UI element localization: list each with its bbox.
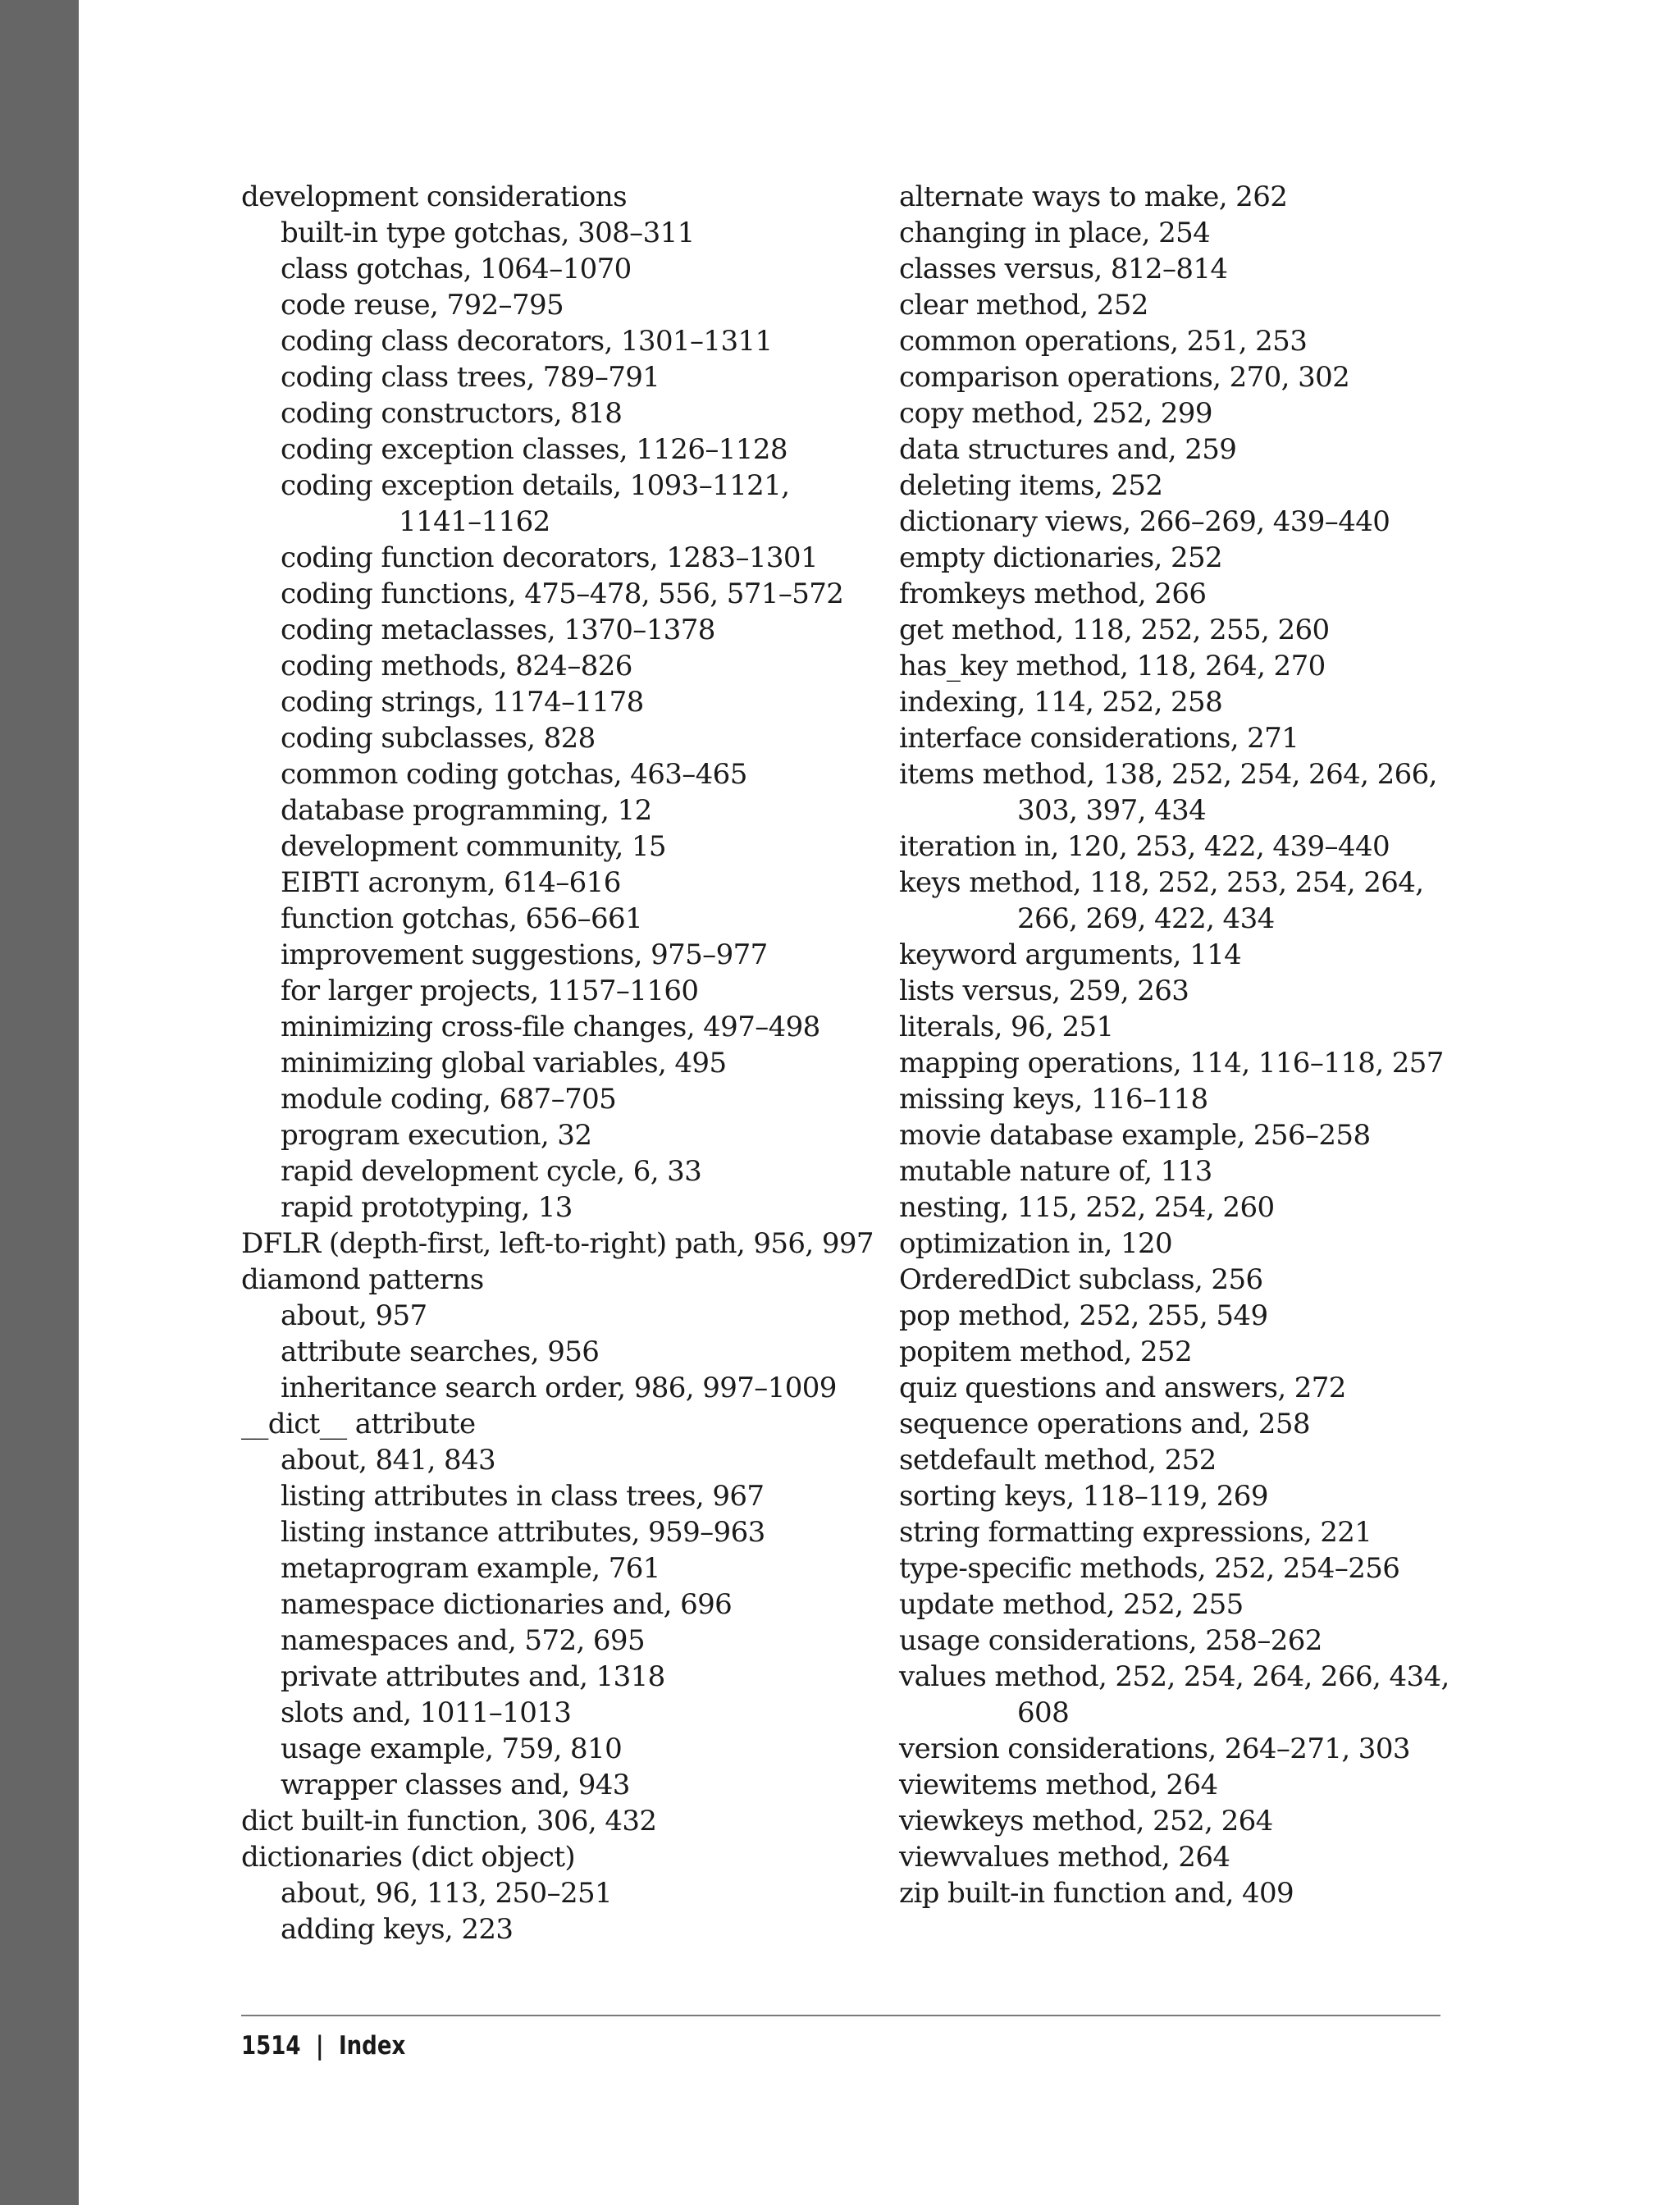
index-sub-entry: type-specific methods, 252, 254–256 (899, 1552, 1400, 1585)
index-sub-entry: literals, 96, 251 (899, 1011, 1114, 1043)
index-main-entry: diamond patterns (241, 1263, 484, 1296)
index-main-entry: __dict__ attribute (241, 1408, 476, 1440)
index-sub-entry: dictionary views, 266–269, 439–440 (899, 505, 1390, 538)
index-sub-entry: sorting keys, 118–119, 269 (899, 1480, 1268, 1513)
index-sub-entry: module coding, 687–705 (281, 1083, 617, 1116)
index-sub-entry: namespace dictionaries and, 696 (281, 1588, 733, 1621)
index-sub-entry: usage considerations, 258–262 (899, 1624, 1322, 1657)
index-sub-entry: indexing, 114, 252, 258 (899, 686, 1223, 719)
index-sub-entry: movie database example, 256–258 (899, 1119, 1371, 1152)
index-sub-entry: usage example, 759, 810 (281, 1732, 623, 1765)
index-sub-entry: update method, 252, 255 (899, 1588, 1244, 1621)
index-sub-entry: rapid prototyping, 13 (281, 1191, 573, 1224)
index-sub-entry: adding keys, 223 (281, 1913, 514, 1946)
index-sub-entry: values method, 252, 254, 264, 266, 434, 608 (899, 1660, 1449, 1729)
index-sub-entry: namespaces and, 572, 695 (281, 1624, 645, 1657)
index-sub-entry: keys method, 118, 252, 253, 254, 264, 266, 269, 422, 434 (899, 866, 1424, 935)
index-sub-entry: alternate ways to make, 262 (899, 180, 1288, 213)
index-sub-entry: lists versus, 259, 263 (899, 975, 1189, 1007)
index-sub-entry: listing attributes in class trees, 967 (281, 1480, 765, 1513)
index-column-right (899, 179, 1457, 1911)
index-sub-entry: inheritance search order, 986, 997–1009 (281, 1372, 837, 1404)
index-sub-entry: improvement suggestions, 975–977 (281, 938, 768, 971)
page-gutter-bar (0, 0, 79, 2205)
index-sub-entry: private attributes and, 1318 (281, 1660, 665, 1693)
index-main-entry: dict built-in function, 306, 432 (241, 1805, 657, 1838)
index-sub-entry: about, 96, 113, 250–251 (281, 1877, 613, 1910)
index-sub-entry: listing instance attributes, 959–963 (281, 1516, 765, 1549)
index-sub-entry: coding class decorators, 1301–1311 (281, 325, 773, 358)
index-sub-entry: mutable nature of, 113 (899, 1155, 1212, 1188)
index-sub-entry: fromkeys method, 266 (899, 578, 1207, 610)
index-sub-entry: class gotchas, 1064–1070 (281, 253, 632, 285)
index-sub-entry: changing in place, 254 (899, 217, 1211, 249)
page-number: 1514 (241, 2031, 301, 2061)
index-sub-entry: database programming, 12 (281, 794, 652, 827)
index-sub-entry: common coding gotchas, 463–465 (281, 758, 747, 791)
footer-section-title: Index (338, 2031, 406, 2061)
index-sub-entry: slots and, 1011–1013 (281, 1696, 572, 1729)
index-sub-entry: nesting, 115, 252, 254, 260 (899, 1191, 1275, 1224)
index-sub-entry: sequence operations and, 258 (899, 1408, 1310, 1440)
index-main-entry: dictionaries (dict object) (241, 1841, 576, 1874)
index-sub-entry: missing keys, 116–118 (899, 1083, 1208, 1116)
index-sub-entry: clear method, 252 (899, 289, 1148, 322)
index-sub-entry: mapping operations, 114, 116–118, 257 (899, 1047, 1444, 1080)
index-sub-entry: classes versus, 812–814 (899, 253, 1228, 285)
index-sub-entry: popitem method, 252 (899, 1335, 1192, 1368)
index-sub-entry: OrderedDict subclass, 256 (899, 1263, 1263, 1296)
index-sub-entry: about, 841, 843 (281, 1444, 496, 1477)
index-main-entry: development considerations (241, 180, 627, 213)
index-sub-entry: common operations, 251, 253 (899, 325, 1308, 358)
index-sub-entry: setdefault method, 252 (899, 1444, 1217, 1477)
index-sub-entry: code reuse, 792–795 (281, 289, 564, 322)
index-sub-entry: coding exception details, 1093–1121, 1141–1162 (281, 469, 790, 538)
index-sub-entry: about, 957 (281, 1299, 427, 1332)
page-footer (241, 2029, 405, 2062)
index-sub-entry: items method, 138, 252, 254, 264, 266, 303, 397, 434 (899, 758, 1437, 827)
index-sub-entry: string formatting expressions, 221 (899, 1516, 1372, 1549)
index-sub-entry: for larger projects, 1157–1160 (281, 975, 699, 1007)
index-sub-entry: coding constructors, 818 (281, 397, 623, 430)
index-sub-entry: pop method, 252, 255, 549 (899, 1299, 1268, 1332)
index-sub-entry: coding class trees, 789–791 (281, 361, 660, 394)
index-sub-entry: coding functions, 475–478, 556, 571–572 (281, 578, 844, 610)
index-sub-entry: quiz questions and answers, 272 (899, 1372, 1346, 1404)
index-sub-entry: version considerations, 264–271, 303 (899, 1732, 1410, 1765)
index-column-left (241, 179, 874, 1947)
index-sub-entry: zip built-in function and, 409 (899, 1877, 1294, 1910)
index-sub-entry: has_key method, 118, 264, 270 (899, 650, 1326, 682)
index-sub-entry: coding strings, 1174–1178 (281, 686, 644, 719)
index-sub-entry: copy method, 252, 299 (899, 397, 1212, 430)
index-sub-entry: development community, 15 (281, 830, 666, 863)
index-sub-entry: viewvalues method, 264 (899, 1841, 1230, 1874)
index-sub-entry: minimizing global variables, 495 (281, 1047, 727, 1080)
footer-separator: | (315, 2031, 324, 2061)
index-sub-entry: empty dictionaries, 252 (899, 541, 1223, 574)
index-sub-entry: wrapper classes and, 943 (281, 1769, 630, 1801)
index-sub-entry: coding function decorators, 1283–1301 (281, 541, 818, 574)
index-sub-entry: built-in type gotchas, 308–311 (281, 217, 695, 249)
index-sub-entry: get method, 118, 252, 255, 260 (899, 614, 1330, 646)
index-sub-entry: keyword arguments, 114 (899, 938, 1242, 971)
footer-rule (241, 2015, 1440, 2016)
index-sub-entry: coding metaclasses, 1370–1378 (281, 614, 715, 646)
index-sub-entry: coding subclasses, 828 (281, 722, 596, 755)
index-sub-entry: coding methods, 824–826 (281, 650, 632, 682)
index-sub-entry: optimization in, 120 (899, 1227, 1173, 1260)
index-sub-entry: function gotchas, 656–661 (281, 902, 643, 935)
index-sub-entry: viewitems method, 264 (899, 1769, 1218, 1801)
index-sub-entry: EIBTI acronym, 614–616 (281, 866, 621, 899)
index-sub-entry: iteration in, 120, 253, 422, 439–440 (899, 830, 1390, 863)
index-sub-entry: attribute searches, 956 (281, 1335, 600, 1368)
index-sub-entry: metaprogram example, 761 (281, 1552, 660, 1585)
index-sub-entry: rapid development cycle, 6, 33 (281, 1155, 702, 1188)
index-sub-entry: deleting items, 252 (899, 469, 1163, 502)
index-sub-entry: viewkeys method, 252, 264 (899, 1805, 1273, 1838)
index-sub-entry: comparison operations, 270, 302 (899, 361, 1350, 394)
index-sub-entry: interface considerations, 271 (899, 722, 1299, 755)
index-main-entry: DFLR (depth-first, left-to-right) path, 956, 997 (241, 1227, 874, 1260)
index-sub-entry: minimizing cross-file changes, 497–498 (281, 1011, 820, 1043)
index-sub-entry: program execution, 32 (281, 1119, 592, 1152)
index-sub-entry: data structures and, 259 (899, 433, 1237, 466)
index-sub-entry: coding exception classes, 1126–1128 (281, 433, 788, 466)
